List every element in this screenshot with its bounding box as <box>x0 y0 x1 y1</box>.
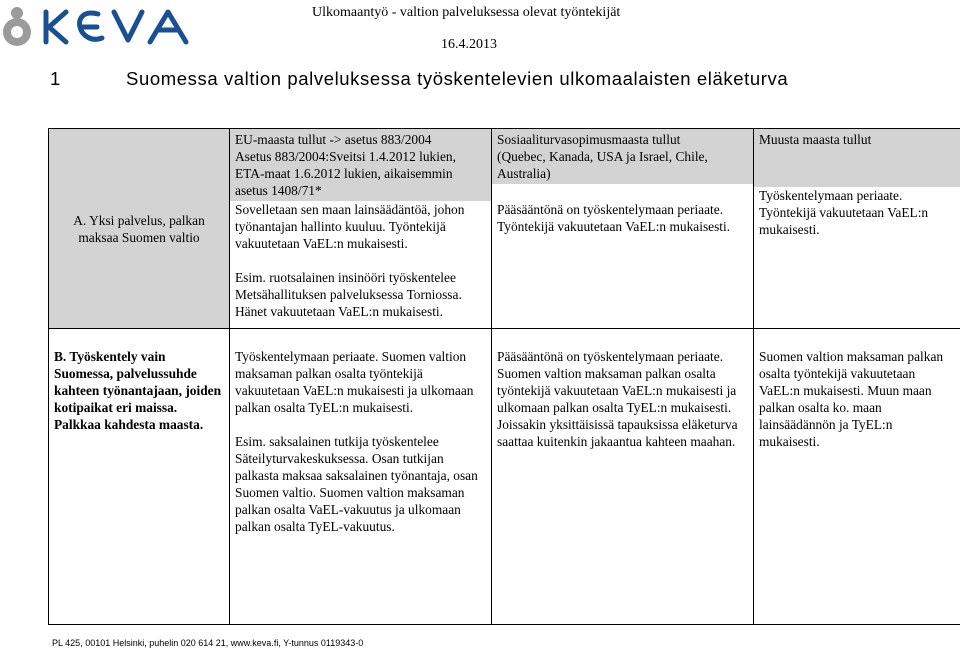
agreement-header-line: Australia) <box>497 166 551 181</box>
row-a-agreement-text: Pääsääntönä on työskentelymaan periaate. Työntekijä vakuutetaan VaEL:n mukaisesti. <box>497 202 731 234</box>
footer-contact: PL 425, 00101 Helsinki, puhelin 020 614 21, www.keva.fi, Y-tunnus 0119343-0 <box>52 638 364 648</box>
row-a-eu-example: Esim. ruotsalainen insinööri työskentelee Metsähallituksen palveluksessa Torniossa. Hänet vakuutetaan VaEL:n mukaisesti. <box>235 270 462 319</box>
section-title: Suomessa valtion palveluksessa työskentelevien ulkomaalaisten eläketurva <box>126 68 789 89</box>
eu-header-line: Asetus 883/2004:Sveitsi 1.4.2012 lukien, <box>235 149 456 164</box>
row-b-label-cell <box>49 329 230 625</box>
row-b-eu-text: Työskentelymaan periaate. Suomen valtion maksaman palkan osalta työntekijä vakuutetaan VaEL:n mukaisesti ja ulkomaan palkan osalta TyEL:n mukaisesti. <box>235 349 474 415</box>
row-b-other-cell <box>754 329 960 625</box>
agreement-header-line: Sosiaaliturvasopimusmaasta tullut <box>497 132 681 147</box>
row-a-eu-cell <box>230 129 492 329</box>
row-b-other-text: Suomen valtion maksaman palkan osalta työntekijä vakuutetaan VaEL:n mukaisesti. Muun maan palkan osalta ko. maan lainsäädännön ja TyEL:n mukaisesti. <box>759 349 944 449</box>
row-a-agreement-cell <box>492 129 754 329</box>
document-header-title: Ulkomaantyö - valtion palveluksessa olevat työntekijät <box>312 5 621 20</box>
row-a-label: A. Yksi palvelus, palkan maksaa Suomen valtio <box>73 212 205 245</box>
keva-logo <box>0 2 200 48</box>
keva-logo-mark <box>0 2 200 48</box>
section-heading <box>50 68 788 90</box>
agreement-header-line: (Quebec, Kanada, USA ja Israel, Chile, <box>497 149 708 164</box>
row-b-eu-cell <box>230 329 492 625</box>
document-date: 16.4.2013 <box>441 37 497 52</box>
other-column-header: Muusta maasta tullut <box>754 129 960 187</box>
row-b-agreement-cell <box>492 329 754 625</box>
eu-header-line: ETA-maat 1.6.2012 lukien, aikaisemmin <box>235 166 453 181</box>
eu-header-line: asetus 1408/71* <box>235 183 322 198</box>
section-number: 1 <box>50 68 61 89</box>
eu-header-line: EU-maasta tullut -> asetus 883/2004 <box>235 132 432 147</box>
row-a-eu-text: Sovelletaan sen maan lainsäädäntöä, johon työnantajan hallinto kuuluu. Työntekijä vakuutetaan VaEL:n mukaisesti. <box>235 202 465 251</box>
agreement-column-header <box>492 129 753 184</box>
row-a-label-cell <box>49 129 230 329</box>
insurance-table <box>48 128 960 625</box>
table-row <box>49 329 960 625</box>
row-b-agreement-text: Pääsääntönä on työskentelymaan periaate. Suomen valtion maksaman palkan osalta työntekijä vakuutetaan VaEL:n mukaisesti ja ulkomaan palkan osalta TyEL:n mukaisesti. Joissakin yksittäisissä tapauksissa eläketurva saattaa kuitenkin jakaantua kahteen maahan. <box>497 349 738 449</box>
row-a-other-text: Työskentelymaan periaate. Työntekijä vakuutetaan VaEL:n mukaisesti. <box>759 188 929 237</box>
eu-column-header <box>230 129 491 201</box>
row-b-label: B. Työskentely vain Suomessa, palvelussuhde kahteen työnantajaan, joiden kotipaikat eri maissa. Palkkaa kahdesta maasta. <box>54 349 222 432</box>
row-a-other-cell <box>754 129 960 329</box>
row-b-eu-example: Esim. saksalainen tutkija työskentelee Säteilyturvakeskuksessa. Osan tutkijan palkasta maksaa saksalainen työnantaja, osan Suomen valtio. Suomen valtion maksaman palkan osalta VaEL-vakuutus ja ulkomaan palkan osalta TyEL-vakuutus. <box>235 434 478 534</box>
table-row <box>49 129 960 329</box>
